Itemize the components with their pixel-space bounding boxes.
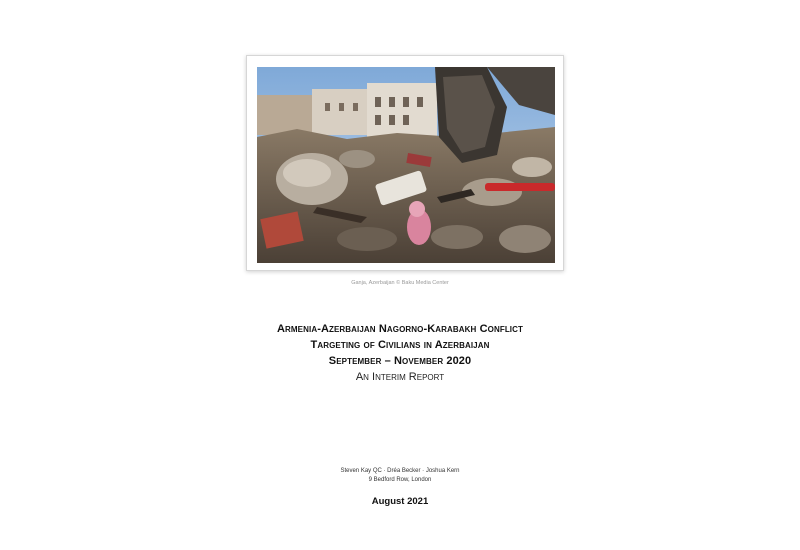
author-names: Steven Kay QC · Dréa Becker · Joshua Kern xyxy=(340,468,460,474)
report-title xyxy=(0,321,800,385)
cover-photo-frame xyxy=(246,55,564,271)
report-date: August 2021 xyxy=(371,496,429,507)
title-line-1: Armenia-Azerbaijan Nagorno-Karabakh Conflict xyxy=(277,323,523,335)
rubble-photo xyxy=(257,67,555,263)
title-line-2: Targeting of Civilians in Azerbaijan xyxy=(310,339,490,351)
report-subtitle: An Interim Report xyxy=(355,371,445,383)
authors-block xyxy=(0,467,800,485)
author-address: 9 Bedford Row, London xyxy=(368,477,432,483)
photo-caption: Ganja, Azerbaijan © Baku Media Center xyxy=(351,280,449,286)
title-line-3: September – November 2020 xyxy=(328,355,472,367)
